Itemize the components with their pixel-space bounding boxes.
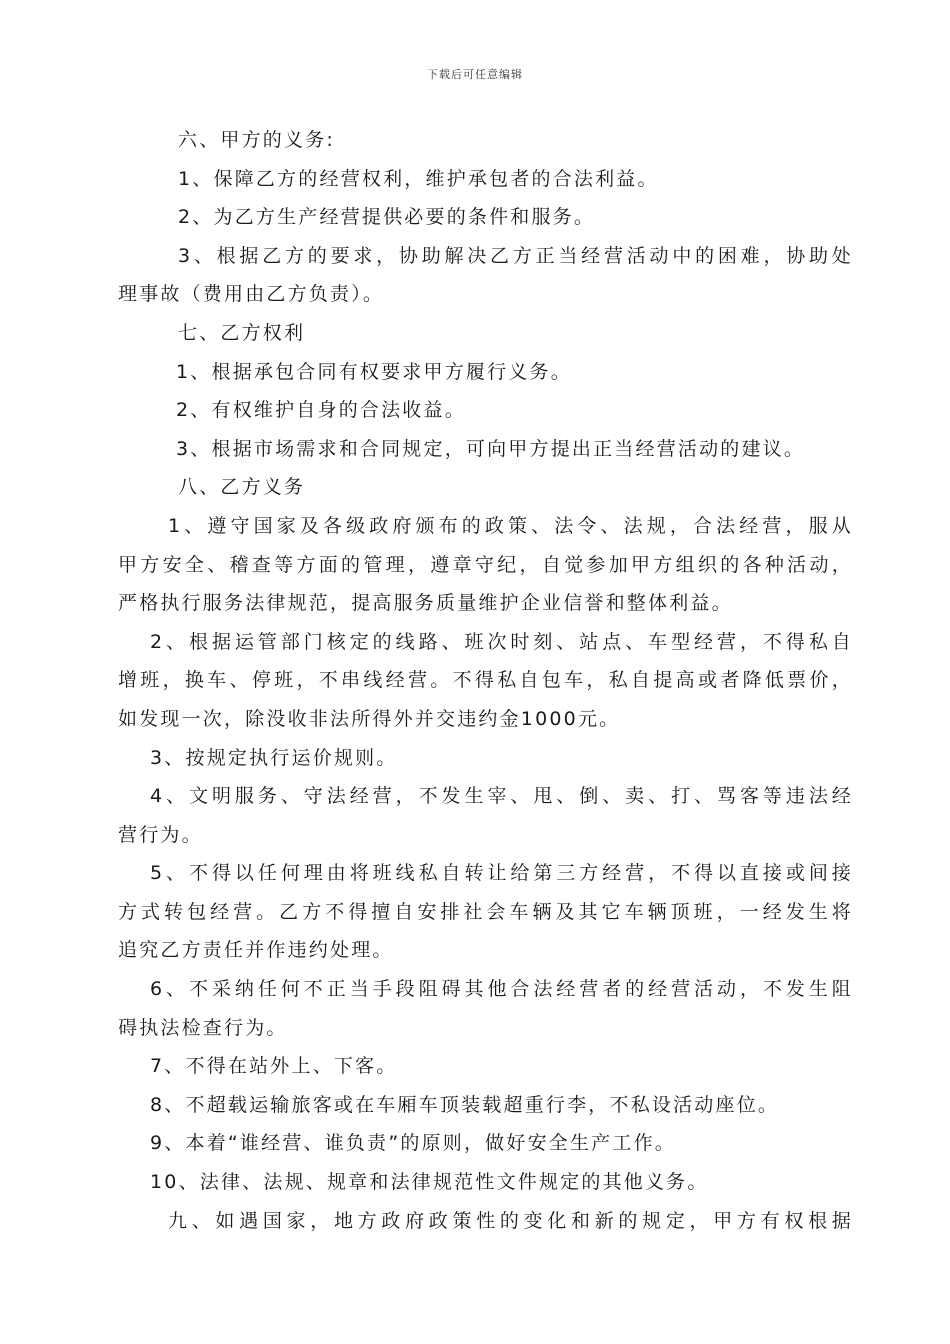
section-heading-party-a-obligations: 六、甲方的义务: [178, 129, 336, 151]
paragraph-line: 10、法律、法规、规章和法律规范性文件规定的其他义务。 [150, 1171, 709, 1194]
paragraph-line: 严格执行服务法律规范，提高服务质量维护企业信誉和整体利益。 [118, 592, 733, 615]
paragraph-line: 营行为。 [118, 823, 203, 846]
paragraph-line: 1、根据承包合同有权要求甲方履行义务。 [176, 360, 572, 383]
paragraph-line: 2、为乙方生产经营提供必要的条件和服务。 [178, 206, 596, 229]
paragraph-line: 1、保障乙方的经营权利，维护承包者的合法利益。 [178, 167, 659, 190]
paragraph-line: 2、有权维护自身的合法收益。 [176, 399, 466, 422]
paragraph-line: 方式转包经营。乙方不得擅自安排社会车辆及其它车辆顶班，一经发生将 [118, 900, 853, 923]
paragraph-line: 2、根据运管部门核定的线路、班次时刻、站点、车型经营，不得私自 [150, 630, 853, 653]
paragraph-line: 如发现一次，除没收非法所得外并交违约金1000元。 [118, 707, 621, 730]
section-heading-party-b-obligations: 八、乙方义务 [178, 476, 306, 499]
paragraph-line: 9、本着“谁经营、谁负责”的原则，做好安全生产工作。 [150, 1132, 676, 1155]
paragraph-line: 增班，换车、停班，不串线经营。不得私自包车，私自提高或者降低票价， [118, 669, 853, 692]
paragraph-line: 碍执法检查行为。 [118, 1016, 288, 1039]
paragraph-line: 7、不得在站外上、下客。 [150, 1055, 398, 1078]
paragraph-line: 追究乙方责任并作违约处理。 [118, 939, 394, 962]
paragraph-line: 8、不超载运输旅客或在车厢车顶装载超重行李，不私设活动座位。 [150, 1093, 780, 1116]
paragraph-line: 4、文明服务、守法经营，不发生宰、甩、倒、卖、打、骂客等违法经 [150, 785, 853, 808]
document-body [118, 121, 853, 1240]
paragraph-line: 1、遵守国家及各级政府颁布的政策、法令、法规，合法经营，服从 [168, 514, 853, 537]
section-heading-policy-change: 九、如遇国家，地方政府政策性的变化和新的规定，甲方有权根据 [168, 1209, 853, 1232]
paragraph-line: 3、根据市场需求和合同规定，可向甲方提出正当经营活动的建议。 [176, 437, 806, 460]
page-header-note: 下载后可任意编辑 [427, 68, 523, 81]
section-heading-party-b-rights: 七、乙方权利 [178, 321, 306, 344]
paragraph-line: 5、不得以任何理由将班线私自转让给第三方经营，不得以直接或间接 [150, 862, 853, 885]
paragraph-line: 3、根据乙方的要求，协助解决乙方正当经营活动中的困难，协助处 [178, 244, 853, 267]
paragraph-line: 3、按规定执行运价规则。 [150, 746, 398, 769]
paragraph-line: 甲方安全、稽查等方面的管理，遵章守纪，自觉参加甲方组织的各种活动， [118, 553, 853, 576]
paragraph-line: 理事故（费用由乙方负责）。 [118, 283, 385, 306]
paragraph-line: 6、不采纳任何不正当手段阻碍其他合法经营者的经营活动，不发生阻 [150, 978, 853, 1001]
